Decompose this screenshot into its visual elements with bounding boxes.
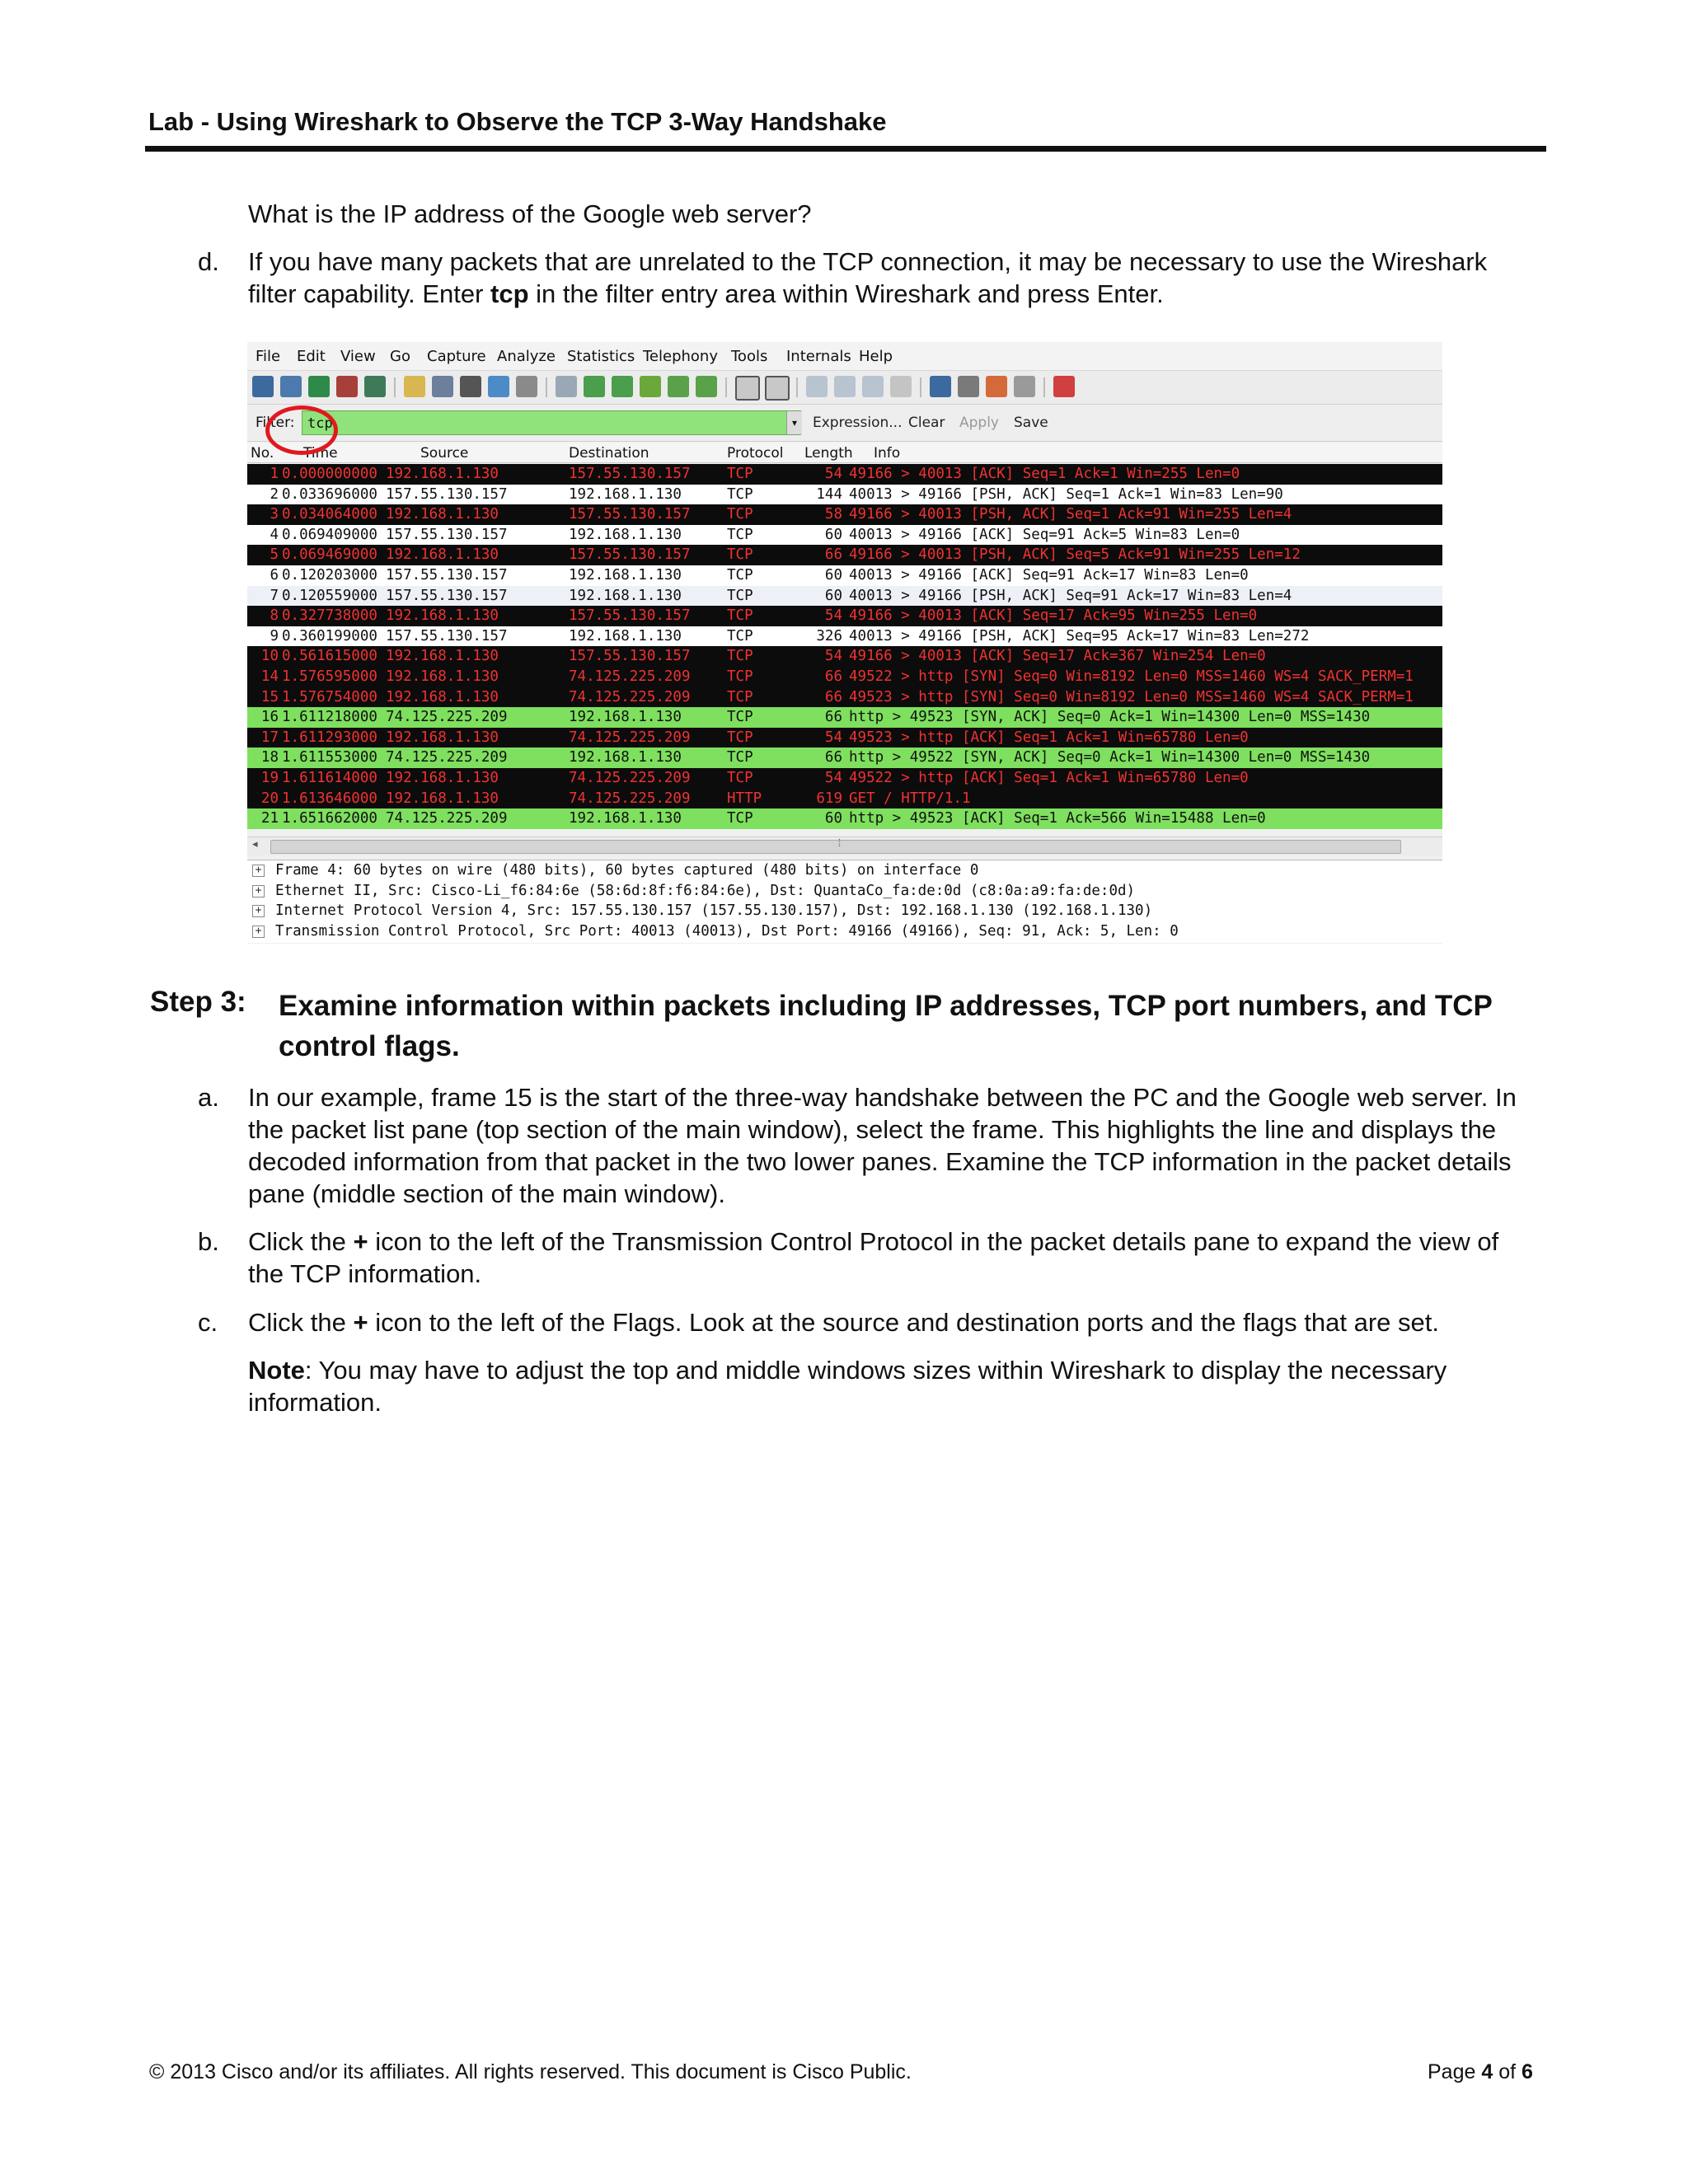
item-b-marker: b. [198,1227,219,1256]
packet-no: 8 [270,607,279,625]
menu-view[interactable]: View [340,348,376,365]
packet-src: 74.125.225.209 [386,810,508,827]
annotation-circle [265,405,338,455]
packet-row[interactable] [247,525,1442,546]
expand-icon[interactable]: + [252,885,265,898]
packet-dst: 74.125.225.209 [569,769,691,786]
packet-info: http > 49523 [SYN, ACK] Seq=0 Ack=1 Win=14300 Len=0 MSS=1430 [849,709,1371,726]
packet-row[interactable] [247,748,1442,768]
packet-no: 21 [260,810,279,827]
packet-row[interactable] [247,646,1442,667]
packet-src: 192.168.1.130 [386,790,499,807]
packet-proto: TCP [727,485,753,503]
packet-dst: 192.168.1.130 [569,749,682,766]
packet-len: 326 [816,627,842,644]
packet-dst: 192.168.1.130 [569,627,682,644]
packet-no: 15 [260,688,279,705]
menu-internals[interactable]: Internals [786,348,851,365]
packet-details [247,860,1442,943]
packet-no: 5 [270,546,279,564]
packet-src: 192.168.1.130 [386,607,499,625]
packet-dst: 192.168.1.130 [569,566,682,583]
step-d-pre: If you have many packets that are unrelated to the TCP connection, it may be necessary to use the Wireshark filter capability. Enter [248,247,1488,308]
packet-src: 74.125.225.209 [386,749,508,766]
scrollbar-thumb[interactable] [270,837,1401,854]
packet-len: 60 [824,526,842,543]
detail-text: Frame 4: 60 bytes on wire (480 bits), 60 bytes captured (480 bits) on interface 0 [275,862,979,879]
packet-info: 49166 > 40013 [PSH, ACK] Seq=5 Ack=91 Win=255 Len=12 [849,546,1301,564]
col-protocol[interactable]: Protocol [727,445,784,462]
item-b-post: icon to the left of the Transmission Control Protocol in the packet details pane to expand the view of the TCP information. [248,1227,1499,1288]
first-packet-icon[interactable] [668,376,689,397]
autoscroll-icon[interactable] [765,376,790,401]
step-d-marker: d. [198,247,219,276]
menu-help[interactable]: Help [859,348,893,365]
packet-row[interactable] [247,667,1442,687]
zoom-in-icon[interactable] [806,376,828,397]
col-source[interactable]: Source [420,445,469,462]
packet-no: 19 [260,769,279,786]
packet-time: 1.576754000 [282,688,377,705]
packet-no: 10 [260,648,279,665]
detail-row[interactable] [247,921,1442,942]
note-body: : You may have to adjust the top and middle windows sizes within Wireshark to display the necessary information. [248,1356,1447,1417]
packet-dst: 157.55.130.157 [569,648,691,665]
packet-row[interactable] [247,728,1442,748]
packet-info: 40013 > 49166 [ACK] Seq=91 Ack=17 Win=83 Len=0 [849,566,1249,583]
packet-src: 192.168.1.130 [386,506,499,523]
preferences-icon[interactable] [1014,376,1035,397]
clear-button[interactable]: Clear [908,415,945,431]
item-b-text [248,1226,1517,1290]
packet-row[interactable] [247,606,1442,626]
menu-edit[interactable]: Edit [297,348,326,365]
filter-dropdown-icon[interactable]: ▾ [786,411,802,434]
packet-proto: TCP [727,506,753,523]
step3-label: Step 3: [150,986,246,1018]
packet-proto: TCP [727,709,753,726]
packet-row[interactable] [247,808,1442,829]
packet-no: 14 [260,668,279,685]
go-to-packet-icon[interactable] [640,376,661,397]
item-a-marker: a. [198,1083,219,1112]
close-file-icon[interactable] [460,376,481,397]
page-current: 4 [1481,2060,1493,2083]
packet-time: 0.033696000 [282,485,377,503]
packet-info: http > 49522 [SYN, ACK] Seq=0 Ack=1 Win=14300 Len=0 MSS=1430 [849,749,1371,766]
packet-row[interactable] [247,626,1442,647]
horizontal-scrollbar[interactable] [247,837,1442,855]
capture-filters-icon[interactable] [930,376,951,397]
packet-proto: TCP [727,466,753,482]
packet-row[interactable] [247,586,1442,607]
packet-src: 74.125.225.209 [386,709,508,726]
step-d-bold: tcp [490,279,529,308]
packet-proto: TCP [727,607,753,625]
packet-len: 60 [824,566,842,583]
packet-len: 60 [824,587,842,604]
detail-row[interactable] [247,901,1442,921]
detail-text: Transmission Control Protocol, Src Port: 40013 (40013), Dst Port: 49166 (49166), Seq: 91, Ack: 5, Len: 0 [275,922,1179,940]
packet-no: 16 [260,709,279,726]
packet-info: 49522 > http [ACK] Seq=1 Ack=1 Win=65780 Len=0 [849,769,1249,786]
ws-filterbar [247,405,1442,442]
packet-no: 17 [260,729,279,746]
packet-info: 49523 > http [ACK] Seq=1 Ack=1 Win=65780 Len=0 [849,729,1249,746]
toolbar-separator [920,377,921,397]
normal-size-icon[interactable] [862,376,884,397]
last-packet-icon[interactable] [696,376,717,397]
packet-dst: 192.168.1.130 [569,587,682,604]
packet-info: 49166 > 40013 [ACK] Seq=17 Ack=367 Win=254 Len=0 [849,648,1266,665]
packet-len: 66 [824,668,842,685]
packet-dst: 74.125.225.209 [569,668,691,685]
note-text [248,1354,1517,1418]
packet-no: 4 [270,526,279,543]
step3-title: Examine information within packets including IP addresses, TCP port numbers, and TCP control flags. [279,990,1493,1062]
go-forward-icon[interactable] [612,376,633,397]
packet-list-header [247,443,1442,463]
reload-icon[interactable] [488,376,509,397]
packet-dst: 192.168.1.130 [569,485,682,503]
filter-label: Filter: [256,415,295,431]
packet-proto: TCP [727,627,753,644]
packet-info: 40013 > 49166 [ACK] Seq=91 Ack=5 Win=83 Len=0 [849,526,1240,543]
packet-no: 3 [270,506,279,523]
packet-dst: 74.125.225.209 [569,790,691,807]
detail-row[interactable] [247,881,1442,902]
save-button[interactable]: Save [1014,415,1048,431]
filter-input[interactable]: tcp [302,410,801,435]
packet-time: 0.327738000 [282,607,377,625]
packet-len: 60 [824,810,842,827]
packet-len: 54 [824,607,842,625]
header-rule [145,146,1546,152]
packet-no: 9 [270,627,279,644]
packet-src: 157.55.130.157 [386,627,508,644]
packet-dst: 157.55.130.157 [569,506,691,523]
packet-len: 144 [816,485,842,503]
packet-row[interactable] [247,687,1442,708]
packet-no: 1 [270,466,279,482]
packet-info: 49523 > http [SYN] Seq=0 Win=8192 Len=0 MSS=1460 WS=4 SACK_PERM=1 [849,688,1414,705]
packet-time: 0.034064000 [282,506,377,523]
help-icon[interactable] [1053,376,1075,397]
interfaces-icon[interactable] [252,376,274,397]
packet-dst: 192.168.1.130 [569,810,682,827]
menu-statistics[interactable]: Statistics [567,348,635,365]
col-no[interactable]: No. [251,445,274,462]
packet-proto: TCP [727,526,753,543]
zoom-out-icon[interactable] [834,376,856,397]
packet-time: 1.613646000 [282,790,377,807]
toolbar-separator [796,377,798,397]
menu-telephony[interactable]: Telephony [643,348,718,365]
apply-button[interactable]: Apply [959,415,999,431]
packet-info: http > 49523 [ACK] Seq=1 Ack=566 Win=15488 Len=0 [849,810,1266,827]
page-header-title: Lab - Using Wireshark to Observe the TCP 3-Way Handshake [148,107,887,136]
packet-len: 54 [824,648,842,665]
packet-dst: 157.55.130.157 [569,607,691,625]
expand-icon[interactable]: + [252,865,265,877]
packet-row[interactable] [247,485,1442,505]
packet-len: 58 [824,506,842,523]
menu-go[interactable]: Go [390,348,410,365]
packet-row[interactable] [247,789,1442,809]
packet-proto: TCP [727,648,753,665]
col-info[interactable]: Info [874,445,901,462]
packet-info: 49166 > 40013 [ACK] Seq=17 Ack=95 Win=255 Len=0 [849,607,1258,625]
packet-len: 54 [824,769,842,786]
packet-info: GET / HTTP/1.1 [849,790,971,807]
packet-src: 157.55.130.157 [386,587,508,604]
packet-info: 40013 > 49166 [PSH, ACK] Seq=1 Ack=1 Win=83 Len=90 [849,485,1283,503]
page-mid: of [1493,2060,1522,2083]
packet-time: 0.069409000 [282,526,377,543]
packet-src: 192.168.1.130 [386,769,499,786]
packet-proto: TCP [727,566,753,583]
note-label: Note [248,1356,305,1385]
colorize-icon[interactable] [735,376,760,401]
packet-time: 1.576595000 [282,668,377,685]
packet-src: 192.168.1.130 [386,668,499,685]
packet-len: 619 [816,790,842,807]
packet-info: 49522 > http [SYN] Seq=0 Win=8192 Len=0 MSS=1460 WS=4 SACK_PERM=1 [849,668,1414,685]
start-capture-icon[interactable] [308,376,330,397]
find-packet-icon[interactable] [556,376,577,397]
packet-time: 0.561615000 [282,648,377,665]
packet-time: 1.611614000 [282,769,377,786]
packet-time: 0.069469000 [282,546,377,564]
expression-button[interactable]: Expression... [813,415,903,431]
footer-page-number [1428,2060,1533,2084]
packet-info: 40013 > 49166 [PSH, ACK] Seq=95 Ack=17 Win=83 Len=272 [849,627,1310,644]
go-back-icon[interactable] [584,376,605,397]
packet-info: 49166 > 40013 [PSH, ACK] Seq=1 Ack=91 Win=255 Len=4 [849,506,1292,523]
packet-time: 0.000000000 [282,466,377,482]
packet-src: 192.168.1.130 [386,648,499,665]
packet-time: 0.120203000 [282,566,377,583]
packet-dst: 74.125.225.209 [569,729,691,746]
packet-src: 157.55.130.157 [386,566,508,583]
packet-proto: TCP [727,688,753,705]
packet-row[interactable] [247,707,1442,728]
packet-no: 20 [260,790,279,807]
packet-row[interactable] [247,464,1442,485]
stop-capture-icon[interactable] [336,376,358,397]
item-b-bold: + [353,1227,368,1256]
packet-dst: 157.55.130.157 [569,546,691,564]
toolbar-separator [725,377,727,397]
packet-src: 157.55.130.157 [386,526,508,543]
packet-no: 7 [270,587,279,604]
ws-toolbar [247,371,1442,405]
packet-proto: TCP [727,668,753,685]
packet-time: 1.611293000 [282,729,377,746]
packet-no: 18 [260,749,279,766]
packet-len: 66 [824,749,842,766]
page-total: 6 [1522,2060,1533,2083]
col-time[interactable]: Time [303,445,338,462]
packet-src: 192.168.1.130 [386,729,499,746]
packet-proto: TCP [727,810,753,827]
open-file-icon[interactable] [404,376,425,397]
display-filters-icon[interactable] [958,376,979,397]
packet-dst: 192.168.1.130 [569,526,682,543]
menu-capture[interactable]: Capture [427,348,486,365]
packet-len: 54 [824,466,842,482]
item-a-text: In our example, frame 15 is the start of the three-way handshake between the PC and the Google web server. In the packet list pane (top section of the main window), select the frame. This highlights the line and displays the decoded information from that packet in the two lower panes. Examine the TCP information in the packet details pane (middle section of the main window). [248,1083,1517,1208]
detail-row[interactable] [247,860,1442,881]
packet-len: 66 [824,688,842,705]
print-icon[interactable] [516,376,537,397]
packet-proto: HTTP [727,790,762,807]
packet-len: 54 [824,729,842,746]
packet-row[interactable] [247,565,1442,586]
toolbar-separator [1043,377,1045,397]
packet-dst: 192.168.1.130 [569,709,682,726]
packet-no: 2 [270,485,279,503]
item-c-marker: c. [198,1308,218,1337]
scrollbar-grip-icon: ⦙ [838,837,841,850]
packet-time: 1.611553000 [282,749,377,766]
packet-proto: TCP [727,546,753,564]
col-destination[interactable]: Destination [569,445,649,462]
packet-info: 49166 > 40013 [ACK] Seq=1 Ack=1 Win=255 Len=0 [849,466,1240,482]
menu-tools[interactable]: Tools [731,348,768,365]
packet-row[interactable] [247,504,1442,525]
expand-icon[interactable]: + [252,905,265,917]
packet-len: 66 [824,709,842,726]
packet-time: 1.651662000 [282,810,377,827]
packet-info: 40013 > 49166 [PSH, ACK] Seq=91 Ack=17 Win=83 Len=4 [849,587,1292,604]
packet-proto: TCP [727,587,753,604]
packet-list [247,464,1442,829]
packet-len: 66 [824,546,842,564]
packet-dst: 74.125.225.209 [569,688,691,705]
page-pre: Page [1428,2060,1482,2083]
packet-time: 1.611218000 [282,709,377,726]
coloring-rules-icon[interactable] [986,376,1007,397]
footer-copyright: © 2013 Cisco and/or its affiliates. All rights reserved. This document is Cisco Public. [149,2060,912,2083]
packet-row[interactable] [247,545,1442,565]
detail-text: Ethernet II, Src: Cisco-Li_f6:84:6e (58:6d:8f:f6:84:6e), Dst: QuantaCo_fa:de:0d (c8:0a:a9:fa:de:0d) [275,882,1136,899]
packet-no: 6 [270,566,279,583]
save-file-icon[interactable] [432,376,453,397]
item-b-pre: Click the [248,1227,354,1256]
step-d-post: in the filter entry area within Wireshark and press Enter. [528,279,1164,308]
question-text: What is the IP address of the Google web server? [248,199,812,228]
packet-row[interactable] [247,768,1442,789]
packet-src: 192.168.1.130 [386,688,499,705]
packet-time: 0.360199000 [282,627,377,644]
resize-columns-icon[interactable] [890,376,912,397]
col-length[interactable]: Length [804,445,853,462]
item-c-text [248,1306,1567,1338]
item-c-post: icon to the left of the Flags. Look at the source and destination ports and the flags that are set. [368,1308,1439,1337]
packet-time: 0.120559000 [282,587,377,604]
ws-menubar [247,342,1442,371]
packet-src: 192.168.1.130 [386,466,499,482]
menu-file[interactable]: File [256,348,281,365]
menu-analyze[interactable]: Analyze [497,348,556,365]
restart-capture-icon[interactable] [364,376,386,397]
packet-proto: TCP [727,749,753,766]
toolbar-separator [394,377,396,397]
item-c-pre: Click the [248,1308,354,1337]
packet-dst: 157.55.130.157 [569,466,691,482]
toolbar-separator [546,377,547,397]
packet-src: 192.168.1.130 [386,546,499,564]
expand-icon[interactable]: + [252,926,265,938]
capture-options-icon[interactable] [280,376,302,397]
wireshark-screenshot [247,342,1442,944]
step-d-text [248,246,1517,310]
packet-src: 157.55.130.157 [386,485,508,503]
scroll-left-icon[interactable]: ◂ [252,838,258,851]
detail-text: Internet Protocol Version 4, Src: 157.55.130.157 (157.55.130.157), Dst: 192.168.1.130 (192.168.1.130) [275,902,1153,919]
packet-proto: TCP [727,729,753,746]
item-c-bold: + [353,1308,368,1337]
packet-proto: TCP [727,769,753,786]
